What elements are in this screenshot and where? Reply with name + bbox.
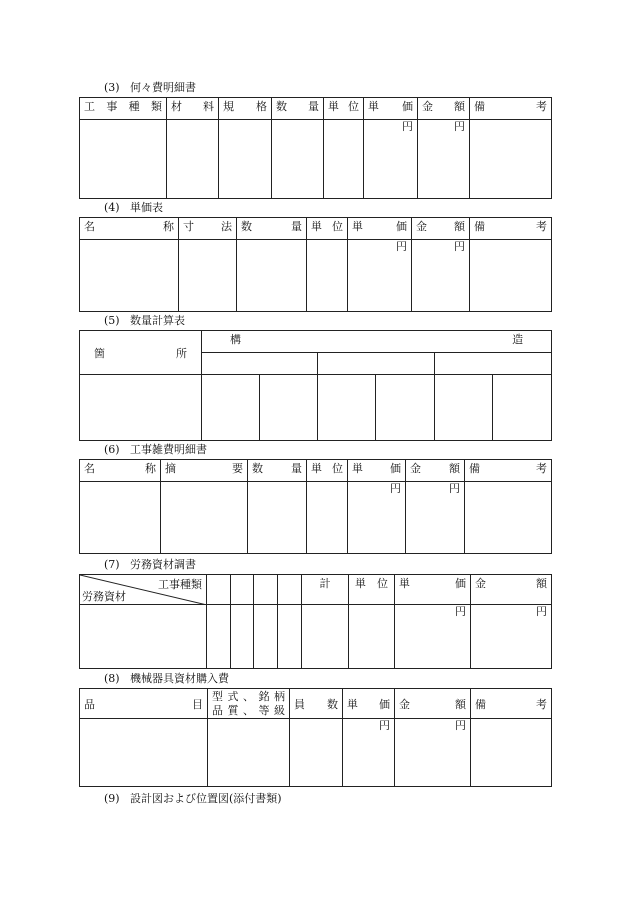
cell-item[interactable]	[80, 719, 208, 787]
yen-unit-label: 円	[396, 240, 407, 253]
cell-work-type[interactable]	[278, 605, 302, 669]
cell-unit-price[interactable]	[364, 120, 418, 199]
expense-detail-table	[79, 97, 552, 199]
cell-dimension[interactable]	[179, 240, 237, 312]
spaced-label: 摘 要	[165, 462, 243, 475]
section-number: (7)	[104, 558, 120, 571]
spaced-label: 名 称	[84, 220, 174, 233]
spaced-label: 品 質 、 等 級	[212, 703, 285, 717]
spaced-label: 金 額	[399, 697, 466, 711]
spaced-label: 構 造	[230, 333, 524, 346]
yen-amount-label: 円	[536, 605, 547, 618]
cell-material[interactable]	[167, 120, 219, 199]
section-title-3	[104, 81, 196, 95]
section-number: (8)	[104, 672, 120, 685]
cell-unit-price[interactable]	[343, 719, 395, 787]
cell-work-type[interactable]	[80, 120, 167, 199]
header-unit	[307, 460, 348, 482]
header-unit-price	[395, 575, 471, 605]
diagonal-header	[80, 575, 207, 605]
header-model-quality	[208, 689, 290, 719]
unit-price-table	[79, 217, 552, 312]
header-place	[80, 331, 202, 375]
header-remarks	[470, 98, 552, 120]
cell-unit[interactable]	[324, 120, 364, 199]
cell-unit[interactable]	[307, 240, 348, 312]
spaced-label: 単 位	[328, 100, 359, 113]
spaced-label: 単 価	[368, 100, 413, 113]
yen-amount-label: 円	[454, 240, 465, 253]
section-label: 工事雑費明細書	[130, 443, 207, 456]
cell-total[interactable]	[302, 605, 349, 669]
section-label: 設計図および位置図(添付書類)	[130, 792, 282, 805]
header-quantity	[272, 98, 324, 120]
spaced-label: 金 額	[422, 100, 465, 113]
spaced-label: 備 考	[474, 100, 547, 113]
header-amount	[471, 575, 552, 605]
spaced-label: 単 価	[399, 577, 466, 590]
spaced-label: 単 価	[352, 462, 401, 475]
cell-work-type[interactable]	[207, 605, 231, 669]
header-name	[80, 218, 179, 240]
section-number: (6)	[104, 443, 120, 456]
spaced-label: 金 額	[410, 462, 460, 475]
diag-bottom-label: 労務資材	[82, 590, 126, 603]
cell-remarks[interactable]	[465, 482, 552, 554]
cell-structure[interactable]	[493, 375, 552, 441]
cell-remarks[interactable]	[470, 120, 552, 199]
labor-material-table	[79, 574, 552, 669]
work-type-column[interactable]	[207, 575, 231, 605]
spaced-label: 寸 法	[183, 220, 232, 233]
header-amount	[418, 98, 470, 120]
header-amount	[406, 460, 465, 482]
cell-amount[interactable]	[395, 719, 471, 787]
table-row	[80, 240, 552, 312]
section-label: 労務資材調書	[130, 558, 196, 571]
structure-group-cell[interactable]	[318, 353, 435, 375]
spaced-label: 名 称	[84, 462, 156, 475]
header-material	[167, 98, 219, 120]
cell-structure[interactable]	[435, 375, 493, 441]
cell-labor-material[interactable]	[80, 605, 207, 669]
section-title-5	[104, 314, 185, 328]
work-type-column[interactable]	[278, 575, 302, 605]
work-type-column[interactable]	[231, 575, 254, 605]
header-remarks	[470, 218, 552, 240]
header-spec	[219, 98, 272, 120]
section-number: (9)	[104, 792, 120, 805]
header-structure	[202, 331, 552, 353]
spaced-label: 数 量	[276, 100, 319, 113]
cell-structure[interactable]	[318, 375, 376, 441]
header-unit-price	[343, 689, 395, 719]
spaced-label: 型 式 、 銘 柄	[212, 689, 285, 703]
quantity-calc-table	[79, 330, 552, 441]
header-quantity	[237, 218, 307, 240]
cell-count[interactable]	[290, 719, 343, 787]
yen-amount-label: 円	[455, 719, 466, 732]
header-unit	[324, 98, 364, 120]
cell-structure[interactable]	[376, 375, 435, 441]
table-row	[80, 375, 552, 441]
section-title-9	[104, 792, 282, 806]
header-remarks	[465, 460, 552, 482]
header-dimension	[179, 218, 237, 240]
cell-quantity[interactable]	[272, 120, 324, 199]
structure-group-cell[interactable]	[202, 353, 318, 375]
yen-amount-label: 円	[449, 482, 460, 495]
cell-name[interactable]	[80, 240, 179, 312]
spaced-label: 数 量	[252, 462, 302, 475]
section-number: (5)	[104, 314, 120, 327]
cell-amount[interactable]	[418, 120, 470, 199]
table-row	[80, 482, 552, 554]
spaced-label: 品 目	[84, 697, 203, 711]
yen-unit-label: 円	[379, 719, 390, 732]
cell-quantity[interactable]	[248, 482, 307, 554]
cell-quantity[interactable]	[237, 240, 307, 312]
section-label: 機械器具資材購入費	[130, 672, 229, 685]
cell-amount[interactable]	[471, 605, 552, 669]
section-number: (3)	[104, 81, 120, 94]
header-unit	[307, 218, 348, 240]
section-title-4	[104, 201, 163, 215]
spaced-label: 数 量	[241, 220, 302, 233]
header-remarks	[471, 689, 552, 719]
header-unit-price	[364, 98, 418, 120]
yen-unit-label: 円	[455, 605, 466, 618]
header-item	[80, 689, 208, 719]
cell-remarks[interactable]	[470, 240, 552, 312]
section-title-6	[104, 443, 207, 457]
section-label: 何々費明細書	[130, 81, 196, 94]
spaced-label: 備 考	[475, 697, 547, 711]
cell-model-quality[interactable]	[208, 719, 290, 787]
header-amount	[412, 218, 470, 240]
header-unit-price	[348, 218, 412, 240]
spaced-label: 金 額	[475, 577, 547, 590]
yen-unit-label: 円	[390, 482, 401, 495]
diag-top-label: 工事種類	[158, 578, 202, 591]
spaced-label: 単 価	[352, 220, 407, 233]
cell-work-type[interactable]	[231, 605, 254, 669]
header-name	[80, 460, 161, 482]
header-summary	[161, 460, 248, 482]
cell-place[interactable]	[80, 375, 202, 441]
cell-unit-price[interactable]	[395, 605, 471, 669]
header-work-type	[80, 98, 167, 120]
header-unit-price	[348, 460, 406, 482]
spaced-label: 規 格	[223, 100, 267, 113]
cell-remarks[interactable]	[471, 719, 552, 787]
cell-structure[interactable]	[260, 375, 318, 441]
structure-group-cell[interactable]	[435, 353, 552, 375]
cell-amount[interactable]	[406, 482, 465, 554]
spaced-label: 工 事 種 類	[84, 100, 162, 113]
section-title-8	[104, 672, 229, 686]
header-quantity	[248, 460, 307, 482]
spaced-label: 備 考	[474, 220, 547, 233]
spaced-label: 単 価	[347, 697, 390, 711]
spaced-label: 単 位	[311, 462, 343, 475]
spaced-label: 金 額	[416, 220, 465, 233]
section-label: 単価表	[130, 201, 163, 214]
equipment-purchase-table	[79, 688, 552, 787]
header-total: 計	[302, 575, 349, 605]
cell-unit[interactable]	[349, 605, 395, 669]
spaced-label: 備 考	[469, 462, 547, 475]
cell-unit-price[interactable]	[348, 240, 412, 312]
header-count	[290, 689, 343, 719]
cell-unit-price[interactable]	[348, 482, 406, 554]
yen-unit-label: 円	[402, 120, 413, 133]
spaced-label: 単 位	[355, 577, 388, 590]
cell-spec[interactable]	[219, 120, 272, 199]
misc-expense-table	[79, 459, 552, 554]
cell-unit[interactable]	[307, 482, 348, 554]
spaced-label: 材 料	[171, 100, 214, 113]
table-row	[80, 719, 552, 787]
cell-name[interactable]	[80, 482, 161, 554]
header-unit	[349, 575, 395, 605]
work-type-column[interactable]	[254, 575, 278, 605]
header-amount	[395, 689, 471, 719]
cell-structure[interactable]	[202, 375, 260, 441]
section-title-7	[104, 558, 196, 572]
spaced-label: 箇 所	[94, 346, 187, 360]
spaced-label: 員 数	[294, 697, 338, 711]
table-row	[80, 605, 552, 669]
table-row	[80, 120, 552, 199]
yen-amount-label: 円	[454, 120, 465, 133]
section-label: 数量計算表	[130, 314, 185, 327]
spaced-label: 単 位	[311, 220, 343, 233]
section-number: (4)	[104, 201, 120, 214]
cell-work-type[interactable]	[254, 605, 278, 669]
cell-amount[interactable]	[412, 240, 470, 312]
cell-summary[interactable]	[161, 482, 248, 554]
